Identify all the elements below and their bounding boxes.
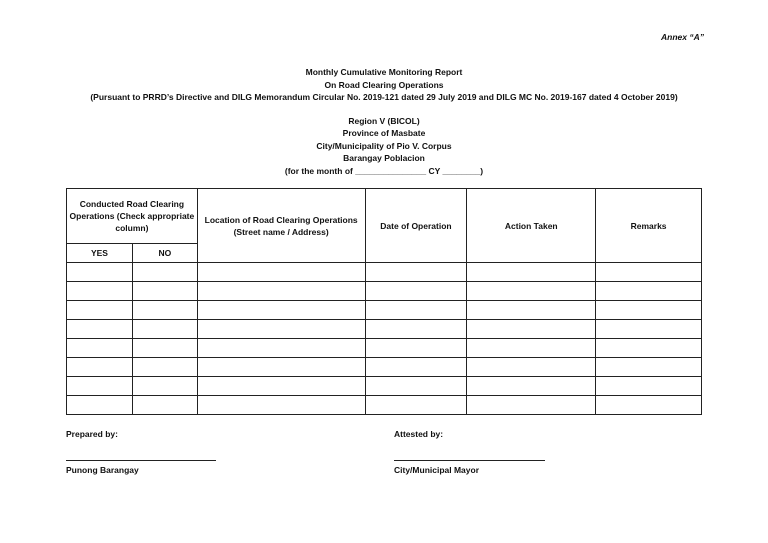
attester-title: City/Municipal Mayor	[394, 465, 480, 475]
header-location: Location of Road Clearing Operations (Street name / Address)	[197, 189, 365, 263]
table-row	[67, 396, 702, 415]
table-row	[67, 377, 702, 396]
barangay-label: Barangay Poblacion	[343, 153, 425, 163]
table-row	[67, 339, 702, 358]
table-row	[67, 263, 702, 282]
header-yes: YES	[67, 244, 133, 263]
attester-signature-line	[394, 460, 545, 461]
reporting-period: (for the month of _______________ CY ________)	[284, 165, 484, 176]
prepared-by-label: Prepared by:	[66, 429, 118, 439]
table-row	[67, 301, 702, 320]
report-title: Monthly Cumulative Monitoring Report	[305, 67, 463, 77]
report-pursuant-note: (Pursuant to PRRD’s Directive and DILG Memorandum Circular No. 2019-121 dated 29 July 2019 and DILG MC No. 2019-167 dated 4 October 2019)	[90, 92, 678, 102]
region-label: Region V (BICOL)	[348, 115, 420, 126]
table-row	[67, 358, 702, 377]
attested-by-label: Attested by:	[394, 429, 444, 439]
header-no: NO	[132, 244, 197, 263]
header-action-taken: Action Taken	[467, 189, 596, 263]
report-table	[66, 188, 702, 415]
table-row	[67, 282, 702, 301]
table-row	[67, 320, 702, 339]
annex-label: Annex “A”	[661, 32, 704, 42]
preparer-title: Punong Barangay	[66, 465, 139, 475]
header-conducted-operations: Conducted Road Clearing Operations (Check appropriate column)	[67, 189, 198, 244]
report-subtitle: On Road Clearing Operations	[324, 79, 444, 90]
preparer-signature-line	[66, 460, 216, 461]
province-label: Province of Masbate	[342, 128, 426, 138]
report-heading	[0, 66, 768, 177]
header-remarks: Remarks	[596, 189, 702, 263]
header-date-of-operation: Date of Operation	[365, 189, 467, 263]
city-label: City/Municipality of Pio V. Corpus	[316, 140, 452, 151]
